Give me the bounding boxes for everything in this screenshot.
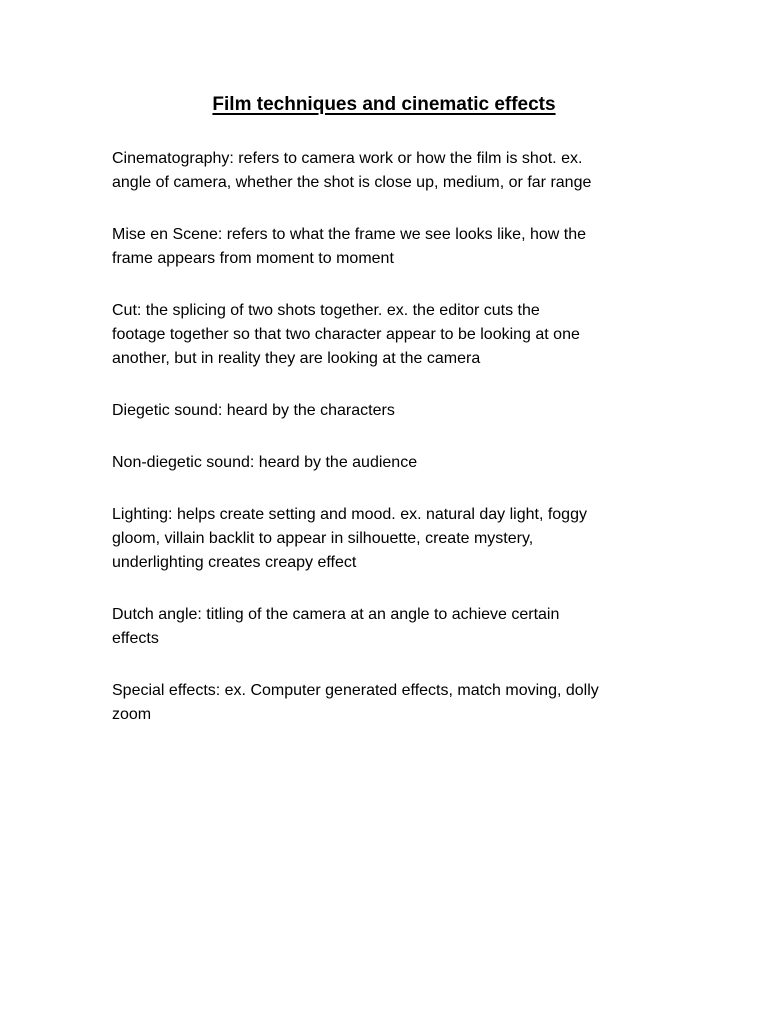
definition-line: zoom [112,706,152,723]
definition-non-diegetic-sound [112,451,672,475]
definition-line: Lighting: helps create setting and mood. ex. natural day light, foggy [112,506,587,523]
definition-line: Dutch angle: titling of the camera at an angle to achieve certain [112,606,560,623]
definition-special-effects [112,679,672,727]
definition-cinematography [112,147,672,195]
definition-line: another, but in reality they are looking at the camera [112,350,481,367]
definition-lighting [112,503,672,575]
definition-line: underlighting creates creapy effect [112,554,357,571]
definition-line: frame appears from moment to moment [112,250,394,267]
definition-list [112,147,672,755]
definition-line: Diegetic sound: heard by the characters [112,402,395,419]
definition-line: angle of camera, whether the shot is close up, medium, or far range [112,174,592,191]
definition-line: Mise en Scene: refers to what the frame we see looks like, how the [112,226,587,243]
definition-line: Special effects: ex. Computer generated effects, match moving, dolly [112,682,599,699]
definition-cut [112,299,672,371]
definition-line: Non-diegetic sound: heard by the audience [112,454,418,471]
definition-diegetic-sound [112,399,672,423]
page-title: Film techniques and cinematic effects [212,94,556,115]
definition-line: Cinematography: refers to camera work or how the film is shot. ex. [112,150,583,167]
definition-line: effects [112,630,159,647]
definition-dutch-angle [112,603,672,651]
definition-line: gloom, villain backlit to appear in silhouette, create mystery, [112,530,534,547]
definition-line: Cut: the splicing of two shots together. ex. the editor cuts the [112,302,540,319]
definition-mise-en-scene [112,223,672,271]
definition-line: footage together so that two character appear to be looking at one [112,326,580,343]
